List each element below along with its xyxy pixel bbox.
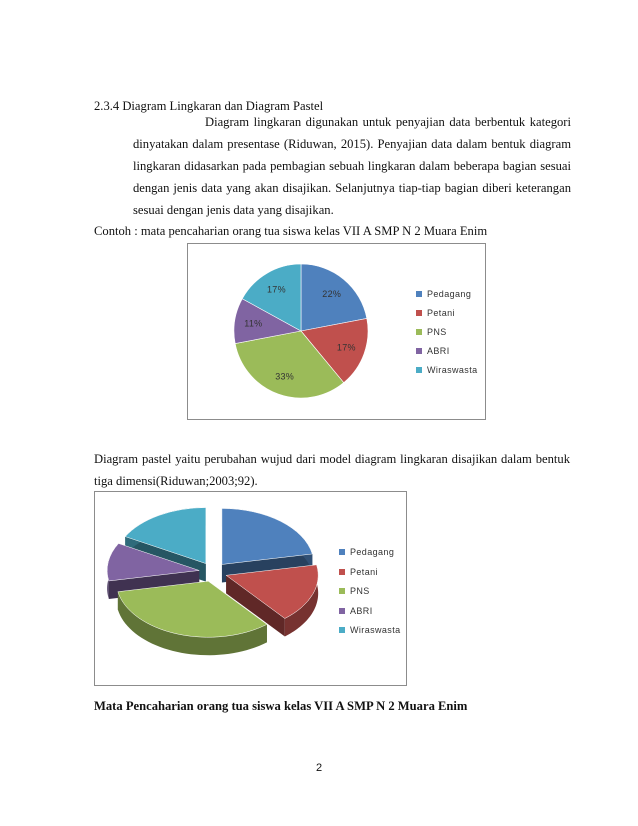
legend-label: PNS bbox=[350, 586, 370, 596]
pastel-legend-pedagang bbox=[339, 547, 394, 557]
legend-label: ABRI bbox=[427, 346, 450, 356]
legend-swatch bbox=[416, 291, 422, 297]
pastel-chart bbox=[94, 491, 407, 686]
pie-data-label-abri: 11% bbox=[244, 318, 263, 329]
paragraph-1-line-3: lingkaran didasarkan pada pembagian sebuah lingkaran dalam beberapa bagian sesuai bbox=[133, 159, 571, 173]
chart-caption: Mata Pencaharian orang tua siswa kelas VII A SMP N 2 Muara Enim bbox=[94, 699, 468, 713]
legend-swatch bbox=[339, 588, 345, 594]
pastel-legend-wiraswasta bbox=[339, 625, 401, 635]
pie-data-label-wiraswasta: 17% bbox=[266, 284, 286, 295]
legend-swatch bbox=[416, 348, 422, 354]
pie-legend-wiraswasta bbox=[416, 365, 478, 375]
legend-swatch bbox=[416, 310, 422, 316]
pie-data-label-pedagang: 22% bbox=[322, 288, 342, 299]
example-text: Contoh : mata pencaharian orang tua siswa kelas VII A SMP N 2 Muara Enim bbox=[94, 224, 488, 238]
paragraph-1-line-1: Diagram lingkaran digunakan untuk penyajian data berbentuk kategori bbox=[205, 115, 571, 129]
pie-legend-petani bbox=[416, 308, 455, 318]
legend-label: Pedagang bbox=[427, 289, 472, 299]
section-heading: 2.3.4 Diagram Lingkaran dan Diagram Pastel bbox=[94, 99, 324, 113]
legend-label: ABRI bbox=[350, 605, 373, 616]
legend-swatch bbox=[339, 569, 345, 575]
legend-label: Pedagang bbox=[350, 547, 395, 557]
pie-data-label-pns: 33% bbox=[275, 371, 295, 382]
pastel-legend-abri bbox=[339, 606, 373, 616]
pie-chart bbox=[187, 243, 486, 420]
legend-label: Wiraswasta bbox=[350, 625, 401, 635]
pie-legend-abri bbox=[416, 346, 450, 356]
pie-data-label-petani: 17% bbox=[336, 342, 356, 353]
paragraph-2-line-1: Diagram pastel yaitu perubahan wujud dari model diagram lingkaran disajikan dalam bentuk bbox=[94, 452, 570, 466]
pastel-legend-petani bbox=[339, 567, 378, 577]
page-number: 2 bbox=[315, 762, 323, 774]
legend-swatch bbox=[339, 627, 345, 633]
paragraph-1-line-5: sesuai dengan jenis data yang disajikan. bbox=[133, 203, 334, 217]
pastel-legend-pns bbox=[339, 586, 370, 596]
legend-label: Petani bbox=[427, 308, 455, 318]
pie-legend-pns bbox=[416, 327, 447, 337]
paragraph-1-line-4: dengan jenis data yang akan disajikan. Selanjutnya tiap-tiap bagian diberi keterangan bbox=[133, 181, 571, 195]
legend-swatch bbox=[416, 367, 422, 373]
legend-label: Petani bbox=[350, 566, 378, 577]
pie-legend-pedagang bbox=[416, 289, 471, 299]
legend-swatch bbox=[416, 329, 422, 335]
legend-swatch bbox=[339, 608, 345, 614]
paragraph-1-line-2: dinyatakan dalam presentase (Riduwan, 2015). Penyajian data dalam bentuk diagram bbox=[133, 137, 571, 151]
legend-label: Wiraswasta bbox=[427, 365, 478, 375]
legend-swatch bbox=[339, 549, 345, 555]
paragraph-2-line-2: tiga dimensi(Riduwan;2003;92). bbox=[94, 474, 258, 488]
legend-label: PNS bbox=[427, 327, 447, 337]
